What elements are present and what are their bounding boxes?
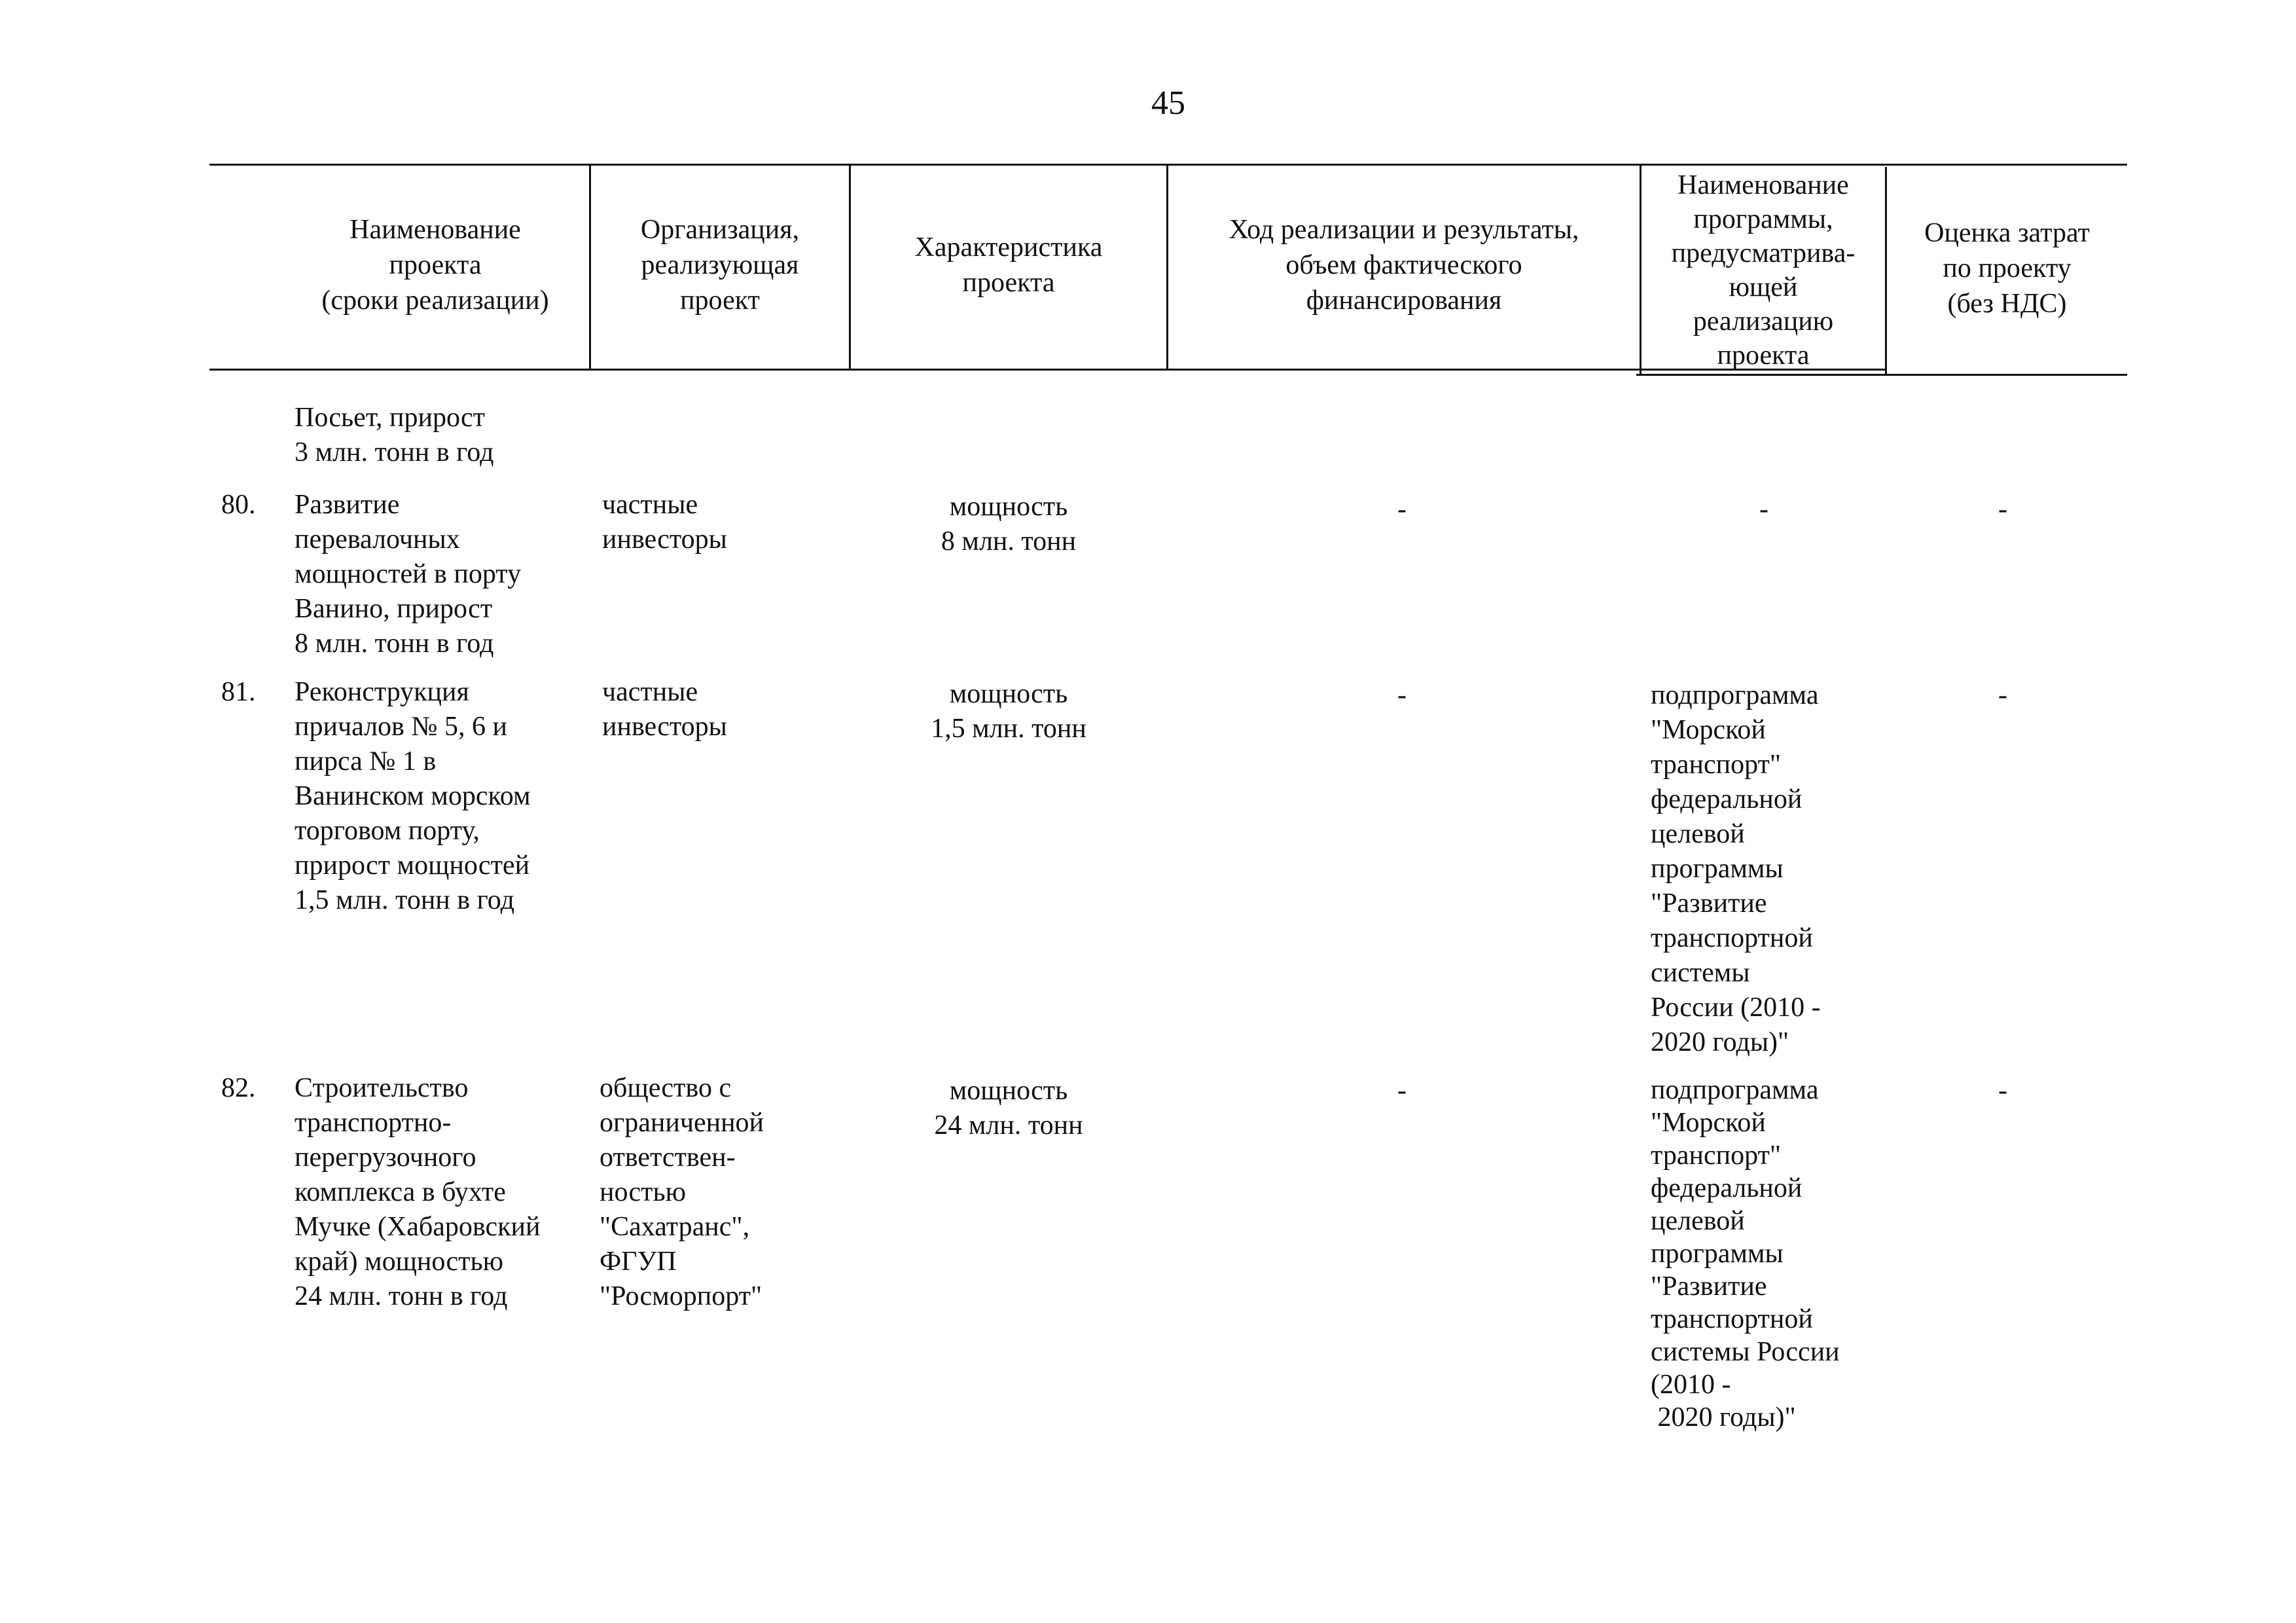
- table-header-bottom-rule-right: [1636, 374, 2127, 376]
- row-80-organization: частные инвесторы: [602, 490, 727, 555]
- header-project-name: Наименование проекта (сроки реализации): [321, 215, 549, 316]
- table-top-rule: [209, 164, 2127, 166]
- page-number: 45: [1151, 84, 1185, 122]
- header-characteristic: Характеристика проекта: [914, 232, 1103, 298]
- row-81-progress: -: [1397, 680, 1407, 710]
- header-progress: Ход реализации и результаты, объем фактического финансирования: [1229, 215, 1579, 316]
- row-80-characteristic: мощность 8 млн. тонн: [941, 492, 1077, 556]
- header-cost: Оценка затрат по проекту (без НДС): [1924, 218, 2090, 319]
- row-82-program: подпрограмма "Морской транспорт" федеральной целевой программы "Развитие транспортной системы России (2010 - 2020 годы)": [1651, 1075, 1840, 1432]
- row-82-progress: -: [1397, 1076, 1407, 1106]
- row-80-program: -: [1759, 494, 1768, 524]
- row-81-organization: частные инвесторы: [602, 677, 727, 742]
- row-81-cost: -: [1998, 680, 2007, 710]
- table-header-bottom-rule-left: [209, 369, 1885, 371]
- header-program: Наименование программы, предусматрива- ющей реализацию проекта: [1671, 170, 1856, 371]
- row-80-project-name: Развитие перевалочных мощностей в порту Ванино, прирост 8 млн. тонн в год: [295, 490, 522, 659]
- row-80-number: 80.: [221, 490, 256, 520]
- row-82-number: 82.: [221, 1073, 256, 1103]
- row-81-characteristic: мощность 1,5 млн. тонн: [931, 679, 1086, 744]
- row-81-number: 81.: [221, 677, 256, 707]
- row-81-program: подпрограмма "Морской транспорт" федеральной целевой программы "Развитие транспортной системы России (2010 - 2020 годы)": [1651, 680, 1821, 1057]
- row-82-project-name: Строительство транспортно- перегрузочного комплекса в бухте Мучке (Хабаровский край) мощностью 24 млн. тонн в год: [295, 1073, 541, 1311]
- row-80-progress: -: [1397, 494, 1407, 524]
- row-82-characteristic: мощность 24 млн. тонн: [934, 1076, 1083, 1140]
- row-82-organization: общество с ограниченной ответствен- ностью "Сахатранс", ФГУП "Росморпорт": [600, 1073, 764, 1311]
- row-82-cost: -: [1998, 1076, 2007, 1106]
- row-80-cost: -: [1998, 494, 2007, 524]
- row-81-project-name: Реконструкция причалов № 5, 6 и пирса № 1 в Ванинском морском торговом порту, прирост мощностей 1,5 млн. тонн в год: [295, 677, 531, 915]
- header-organization: Организация, реализующая проект: [640, 215, 800, 316]
- row-0-project-name: Посьет, прирост 3 млн. тонн в год: [295, 403, 494, 467]
